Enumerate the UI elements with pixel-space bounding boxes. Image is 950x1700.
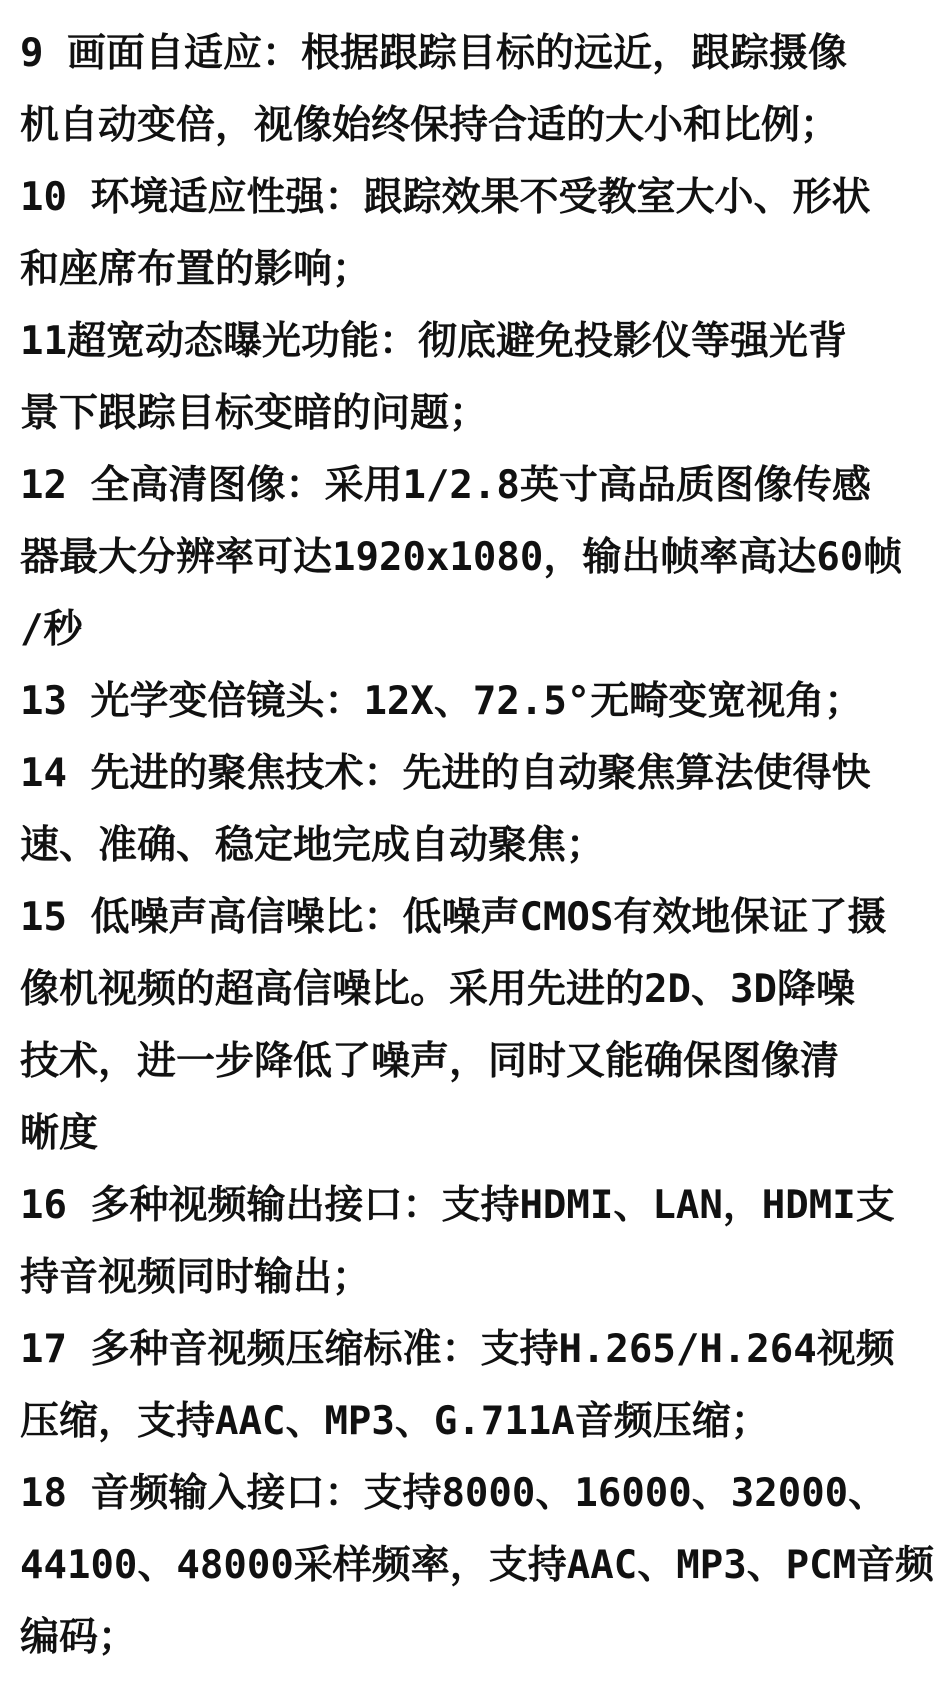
text-line-item11-part1: 11超宽动态曝光功能：彻底避免投影仪等强光背 [20,319,847,364]
text-line-item12-part2: 器最大分辨率可达1920x1080，输出帧率高达60帧 [20,535,903,580]
text-line-item18-part3: 编码； [20,1615,138,1660]
text-line-item17-part1: 17 多种音视频压缩标准：支持H.265/H.264视频 [20,1327,895,1372]
text-line-item17-part2: 压缩，支持AAC、MP3、G.711A音频压缩； [20,1399,770,1444]
document-body [20,18,935,1674]
text-line-item9-part1: 9 画面自适应：根据跟踪目标的远近，跟踪摄像 [20,31,847,76]
text-line-item10-part2: 和座席布置的影响； [20,247,372,292]
text-line-item18-part1: 18 音频输入接口：支持8000、16000、32000、 [20,1471,888,1516]
text-line-item12-part1: 12 全高清图像：采用1/2.8英寸高品质图像传感 [20,463,871,508]
text-line-item13: 13 光学变倍镜头：12X、72.5°无畸变宽视角； [20,679,864,724]
text-line-item15-part1: 15 低噪声高信噪比：低噪声CMOS有效地保证了摄 [20,895,887,940]
text-line-item11-part2: 景下跟踪目标变暗的问题； [20,391,489,436]
text-line-item15-part4: 晰度 [20,1111,99,1156]
text-line-item15-part3: 技术，进一步降低了噪声，同时又能确保图像清 [20,1039,840,1084]
text-line-item16-part1: 16 多种视频输出接口：支持HDMI、LAN，HDMI支 [20,1183,895,1228]
text-line-item15-part2: 像机视频的超高信噪比。采用先进的2D、3D降噪 [20,967,855,1012]
text-line-item16-part2: 持音视频同时输出； [20,1255,372,1300]
text-line-item9-part2: 机自动变倍，视像始终保持合适的大小和比例； [20,103,840,148]
text-line-item10-part1: 10 环境适应性强：跟踪效果不受教室大小、形状 [20,175,871,220]
text-line-item14-part1: 14 先进的聚焦技术：先进的自动聚焦算法使得快 [20,751,871,796]
text-line-item18-part2: 44100、48000采样频率，支持AAC、MP3、PCM音频 [20,1543,935,1588]
text-line-item12-part3: /秒 [20,607,83,652]
text-line-item14-part2: 速、准确、稳定地完成自动聚焦； [20,823,606,868]
